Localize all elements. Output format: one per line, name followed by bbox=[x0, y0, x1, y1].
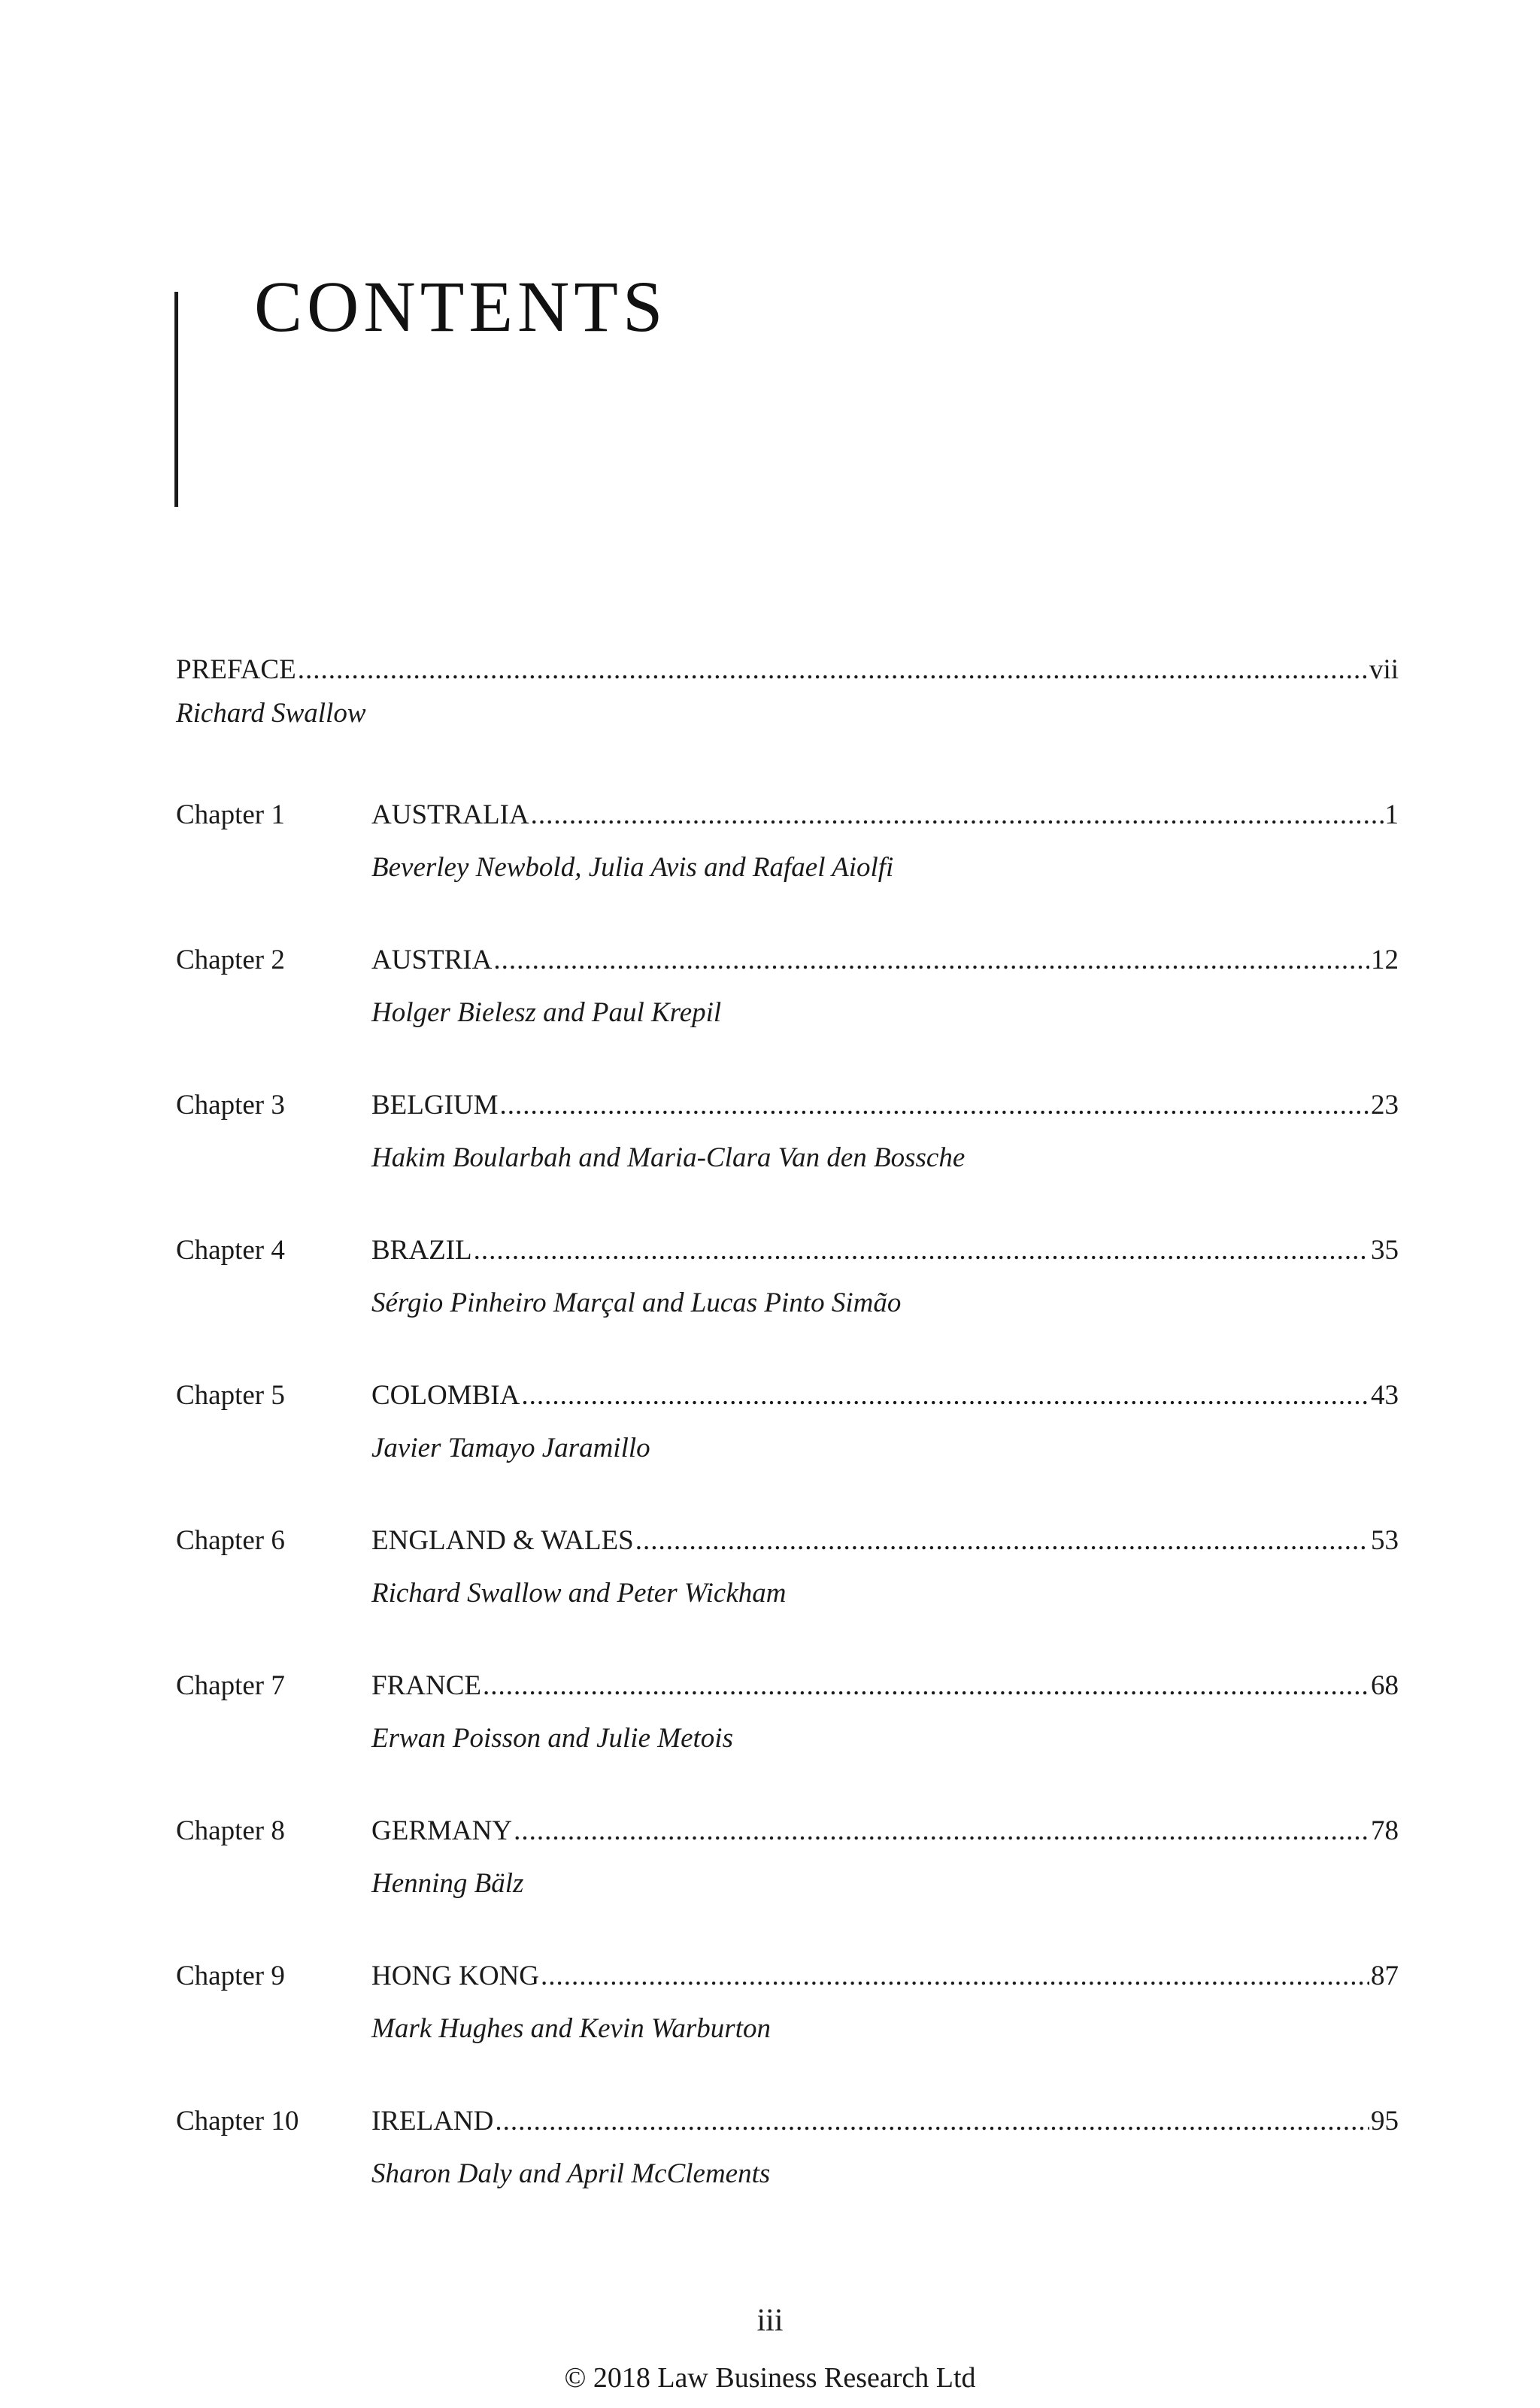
toc-heading[interactable]: BELGIUM bbox=[371, 1090, 499, 1121]
toc-row bbox=[176, 801, 1399, 854]
toc-heading[interactable]: GERMANY bbox=[371, 1815, 513, 1846]
page-number: iii bbox=[756, 2303, 784, 2338]
toc-chapter[interactable] bbox=[176, 1381, 1399, 1527]
toc-authors: Erwan Poisson and Julie Metois bbox=[371, 1723, 733, 1754]
toc-heading[interactable]: IRELAND bbox=[371, 2106, 494, 2137]
toc-authors: Hakim Boularbah and Maria-Clara Van den Bossche bbox=[371, 1142, 966, 1173]
chapter-number: Chapter 5 bbox=[176, 1380, 285, 1411]
toc-page-number: 87 bbox=[1371, 1961, 1399, 1991]
chapter-number: Chapter 9 bbox=[176, 1961, 285, 1991]
toc-entry bbox=[371, 1672, 1399, 1700]
toc-authors: Mark Hughes and Kevin Warburton bbox=[371, 2013, 771, 2044]
toc-page-number: 53 bbox=[1371, 1525, 1399, 1556]
toc-chapter[interactable] bbox=[176, 1962, 1399, 2107]
toc-chapter[interactable] bbox=[176, 1817, 1399, 1962]
toc-chapter[interactable] bbox=[176, 1672, 1399, 1817]
toc-row bbox=[176, 1091, 1399, 1144]
toc-row bbox=[176, 1236, 1399, 1289]
toc-row bbox=[176, 2107, 1399, 2160]
dot-leader bbox=[531, 801, 1384, 829]
toc-chapter[interactable] bbox=[176, 946, 1399, 1091]
toc-row bbox=[176, 1817, 1399, 1870]
toc-authors: Javier Tamayo Jaramillo bbox=[371, 1433, 650, 1463]
toc-entry bbox=[371, 1381, 1399, 1409]
toc-heading[interactable]: BRAZIL bbox=[371, 1235, 472, 1266]
chapter-number: Chapter 3 bbox=[176, 1090, 285, 1121]
toc-row bbox=[176, 946, 1399, 999]
toc-authors: Sharon Daly and April McClements bbox=[371, 2158, 771, 2189]
toc-entry bbox=[371, 1236, 1399, 1264]
toc-chapter[interactable] bbox=[176, 801, 1399, 946]
page-title: CONTENTS bbox=[254, 266, 668, 347]
toc-authors: Richard Swallow and Peter Wickham bbox=[371, 1578, 787, 1609]
chapter-number: Chapter 6 bbox=[176, 1525, 285, 1556]
dot-leader bbox=[500, 1091, 1369, 1119]
chapter-number: Chapter 1 bbox=[176, 799, 285, 830]
toc-chapter[interactable] bbox=[176, 1091, 1399, 1236]
toc-authors: Henning Bälz bbox=[371, 1868, 524, 1899]
toc-chapter[interactable] bbox=[176, 1236, 1399, 1381]
toc-heading[interactable]: FRANCE bbox=[371, 1670, 481, 1701]
dot-leader bbox=[298, 656, 1368, 684]
toc-page-number: 95 bbox=[1371, 2106, 1399, 2137]
toc-entry bbox=[371, 2107, 1399, 2135]
toc-entry bbox=[371, 1962, 1399, 1990]
toc-row bbox=[176, 1672, 1399, 1724]
chapter-number: Chapter 4 bbox=[176, 1235, 285, 1266]
toc-heading[interactable]: COLOMBIA bbox=[371, 1380, 520, 1411]
dot-leader bbox=[483, 1672, 1369, 1700]
dot-leader bbox=[474, 1236, 1369, 1264]
title-rule bbox=[174, 292, 178, 507]
toc-heading[interactable]: AUSTRIA bbox=[371, 945, 493, 975]
toc-page-number: 12 bbox=[1371, 945, 1399, 975]
dot-leader bbox=[514, 1817, 1369, 1845]
toc-authors: Beverley Newbold, Julia Avis and Rafael Aiolfi bbox=[371, 852, 894, 883]
toc-authors: Richard Swallow bbox=[176, 698, 366, 729]
toc-preface-row bbox=[176, 656, 1399, 699]
toc-page-number: 35 bbox=[1371, 1235, 1399, 1266]
toc-page-number: 78 bbox=[1371, 1815, 1399, 1846]
toc-page-number: vii bbox=[1369, 654, 1399, 685]
toc-heading[interactable]: ENGLAND & WALES bbox=[371, 1525, 634, 1556]
toc-row bbox=[176, 1962, 1399, 2015]
toc-page-number: 1 bbox=[1384, 799, 1399, 830]
toc-page-number: 23 bbox=[1371, 1090, 1399, 1121]
toc-authors: Holger Bielesz and Paul Krepil bbox=[371, 997, 722, 1028]
toc-chapter[interactable] bbox=[176, 2107, 1399, 2252]
dot-leader bbox=[635, 1527, 1369, 1554]
chapter-number: Chapter 8 bbox=[176, 1815, 285, 1846]
table-of-contents bbox=[176, 656, 1399, 2252]
chapter-number: Chapter 10 bbox=[176, 2106, 299, 2137]
toc-row bbox=[176, 1381, 1399, 1434]
toc-entry bbox=[371, 801, 1399, 829]
toc-page-number: 43 bbox=[1371, 1380, 1399, 1411]
toc-entry bbox=[176, 656, 1399, 684]
toc-authors: Sérgio Pinheiro Marçal and Lucas Pinto Simão bbox=[371, 1287, 902, 1318]
copyright-notice: © 2018 Law Business Research Ltd bbox=[564, 2362, 976, 2394]
dot-leader bbox=[495, 2107, 1369, 2135]
chapter-number: Chapter 2 bbox=[176, 945, 285, 975]
toc-entry bbox=[371, 1091, 1399, 1119]
dot-leader bbox=[541, 1962, 1369, 1990]
toc-entry bbox=[371, 1817, 1399, 1845]
dot-leader bbox=[493, 946, 1369, 974]
dot-leader bbox=[521, 1381, 1369, 1409]
toc-heading[interactable]: PREFACE bbox=[176, 654, 296, 685]
toc-page-number: 68 bbox=[1371, 1670, 1399, 1701]
toc-entry bbox=[371, 1527, 1399, 1554]
toc-row bbox=[176, 1527, 1399, 1579]
toc-heading[interactable]: HONG KONG bbox=[371, 1961, 540, 1991]
chapter-number: Chapter 7 bbox=[176, 1670, 285, 1701]
toc-heading[interactable]: AUSTRALIA bbox=[371, 799, 529, 830]
toc-entry bbox=[371, 946, 1399, 974]
toc-chapter[interactable] bbox=[176, 1527, 1399, 1672]
toc-preface[interactable] bbox=[176, 656, 1399, 801]
